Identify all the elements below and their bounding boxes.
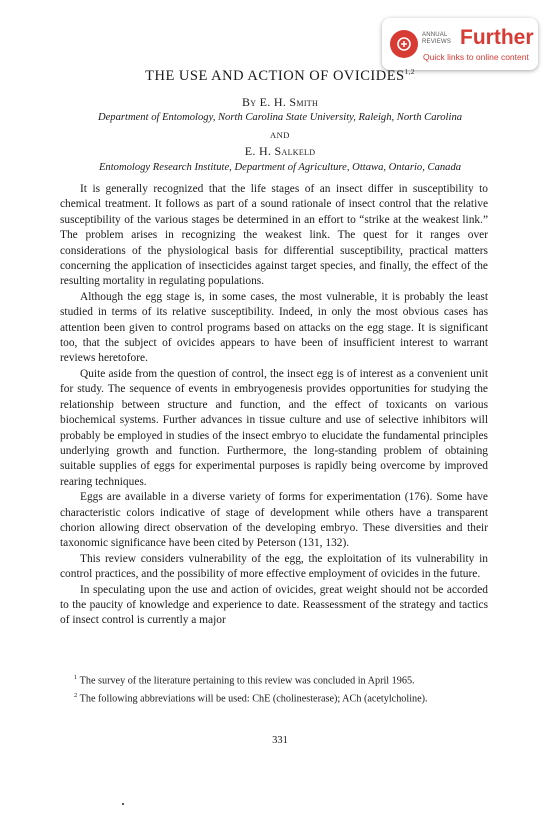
paragraph: Quite aside from the question of control, the insect egg is of interest as a convenient unit for study. The sequence of events in embryogenesis provides opportunities for studying the relationship between structure and function, and the effect of toxicants on various biochemical systems. Further advances in tissue culture and use of selective inhibitors will probably be employed in studies of the insect embryo to elucidate the fundamental principles underlying growth and function. Furthermore, the long-standing problem of obtaining suitable supplies of eggs for experimental purposes is rapidly being overcome by improved rearing techniques.	[60, 367, 488, 488]
publisher-line-2: REVIEWS	[422, 39, 452, 45]
article-body	[60, 182, 488, 629]
annual-reviews-logo-icon	[390, 30, 418, 58]
footnotes	[60, 671, 488, 707]
footnote	[60, 689, 488, 706]
further-reviews-badge[interactable]	[382, 18, 538, 70]
and-separator: AND	[270, 130, 290, 140]
affiliation-2: Entomology Research Institute, Department of Agriculture, Ottawa, Ontario, Canada	[98, 162, 462, 173]
further-wordmark[interactable]: Further	[460, 26, 534, 49]
footnote-mark: 2	[74, 691, 78, 699]
title-footnote-marks: 1,2	[404, 68, 415, 77]
footnote	[60, 671, 488, 688]
title-text: THE USE AND ACTION OF OVICIDES	[145, 68, 405, 84]
footnote-mark: 1	[74, 674, 78, 681]
paragraph: This review considers vulnerability of the egg, the exploitation of its vulnerability in control practices, and the possibility of more effective employment of ovicides in the future.	[60, 552, 488, 581]
affiliation-1: Department of Entomology, North Carolina State University, Raleigh, North Carolina	[97, 112, 463, 123]
footnote-text: The survey of the literature pertaining to this review was concluded in April 1965.	[79, 675, 415, 687]
publisher-line-1: ANNUAL	[422, 32, 448, 38]
article-title	[0, 68, 560, 85]
footnote-text: The following abbreviations will be used: ChE (cholinesterase); ACh (acetylcholine).	[79, 693, 428, 705]
author-2: E. H. Salkeld	[244, 144, 316, 158]
page-number: 331	[272, 735, 288, 746]
author-1: By E. H. Smith	[241, 95, 319, 109]
scan-speck	[122, 803, 124, 805]
publisher-name	[422, 32, 451, 46]
paragraph: Although the egg stage is, in some cases, the most vulnerable, it is probably the least studied in terms of its relative susceptibility. Indeed, in only the most obvious cases has attention been given to control programs based on attacks on the egg stage. It is significant too, that the subject of ovicides appears to have been of insufficient interest to warrant reviews heretofore.	[60, 290, 488, 365]
paragraph: It is generally recognized that the life stages of an insect differ in susceptibility to chemical treatment. It follows as part of a sound rationale of insect control that the relative susceptibility of the various stages be determined in an effort to “strike at the weakest link.” The problem arises in recognizing the weakest link. The quest for it ranges over considerations of the physiological basis for differential susceptibility, practical matters concerning the application of insecticides against target species, and finally, the effect of the resulting mortality in regulating populations.	[60, 183, 488, 288]
paragraph: In speculating upon the use and action of ovicides, great weight should not be accorded to the paucity of knowledge and experience to date. Reassessment of the strategy and tactics of insect control is currently a major	[60, 583, 488, 627]
paragraph: Eggs are available in a diverse variety of forms for experimentation (176). Some have characteristic colors indicative of stage of development while others have a transparent chorion allowing direct observation of the developing embryo. These diversities and their taxonomic significance have been cited by Peterson (131, 132).	[60, 491, 488, 550]
quick-links-link[interactable]: Quick links to online content	[423, 52, 529, 62]
